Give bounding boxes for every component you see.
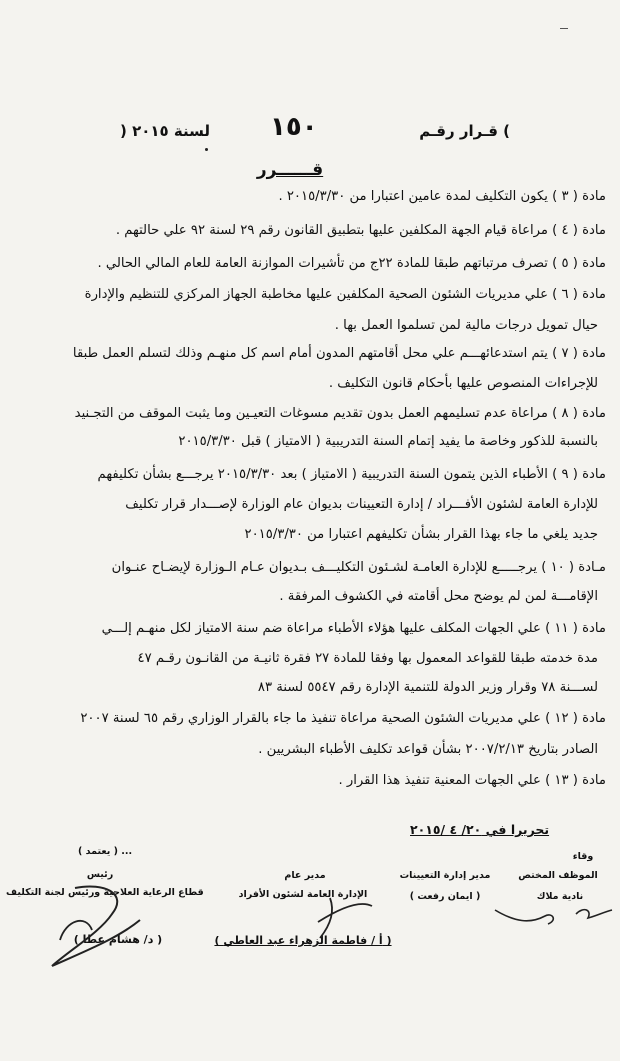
article-label: مـادة ( ١٠ ): [541, 560, 606, 575]
appointments-manager-title: مدير إدارة التعيينات: [399, 870, 491, 881]
director-title: مدير عام: [284, 870, 326, 881]
article-text: علي مديريات الشئون الصحية المكلفين عليها مخاطبة الجهاز المركزي للتنظيم والإدارة: [84, 287, 548, 302]
article-label: مادة ( ١٣ ): [545, 773, 606, 788]
article-label: مادة ( ٩ ): [552, 467, 606, 482]
article-8-line-2: بالنسبة للذكور وخاصة ما يفيد إتمام السنة التدريبية ( الامتياز ) قبل ٢٠١٥/٣/٣٠: [178, 434, 598, 449]
article-label: مادة ( ١٢ ): [545, 711, 606, 726]
issue-date: تحريرا في ٢٠/ ٤ /٢٠١٥: [410, 822, 550, 837]
appointments-manager-name: ( ايمان رفعت ): [409, 891, 481, 902]
article-text: تصرف مرتباتهم طبقا للمادة ٢٢ج من تأشيرات الموازنة العامة للعام المالي الحالي .: [97, 256, 548, 271]
article-label: مادة ( ٤ ): [552, 223, 606, 238]
article-10-line-2: الإقامـــة لمن لم يوضح محل أقامته في الكشوف المرفقة .: [279, 589, 598, 604]
head-department: قطاع الرعاية العلاجية ورئيس لجنة التكليف: [6, 887, 204, 898]
article-label: مادة ( ٦ ): [552, 287, 606, 302]
article-label: مادة ( ٨ ): [552, 406, 606, 421]
title-prefix: قـرار رقـم (: [419, 122, 510, 140]
clerk-title: الموظف المختص: [518, 870, 598, 881]
decision-number: ١٥٠: [270, 112, 318, 142]
article-text: علي مديريات الشئون الصحية مراعاة تنفيذ ما جاء بالقرار الوزاري رقم ٦٥ لسنة ٢٠٠٧: [80, 711, 541, 726]
article-11-line-3: لســـنة ٧٨ وقرار وزير الدولة للتنمية الإدارة رقم ٥٥٤٧ لسنة ٨٣: [257, 680, 598, 695]
article-text: مراعاة قيام الجهة المكلفين عليها بتطبيق القانون رقم ٢٩ لسنة ٩٢ علي حالتهم .: [115, 223, 548, 238]
article-text: علي الجهات المكلف عليها هؤلاء الأطباء مراعاة ضم سنة الامتياز لكل منهـم إلـــي: [101, 621, 541, 636]
article-11-line-2: مدة خدمته طبقا للقواعد المعمول بها وفقا للمادة ٢٧ فقرة ثانيـة من القانـون رقـم ٤٧: [137, 651, 598, 666]
article-4: [116, 222, 606, 240]
page-mark: [560, 28, 568, 29]
decision-subtitle: قــــــرر: [256, 160, 324, 180]
article-9: [98, 466, 606, 484]
dot-mark: [205, 148, 208, 151]
article-10: [112, 559, 606, 577]
article-8: [75, 405, 606, 423]
head-name: ( د/ هشام عطا ): [73, 933, 163, 946]
clerk-name: نادية ملاك: [536, 891, 584, 902]
head-title: رئيس: [86, 869, 114, 880]
article-label: مادة ( ٣ ): [552, 189, 606, 204]
approval-mark: ( يعتمد ) ...: [77, 846, 133, 857]
article-7-line-2: للإجراءات المنصوص عليها بأحكام قانون التكليف .: [328, 376, 598, 391]
article-label: مادة ( ٧ ): [552, 346, 606, 361]
article-label: مادة ( ٥ ): [552, 256, 606, 271]
director-department: الإدارة العامة لشئون الأفراد: [238, 889, 368, 900]
article-6-line-2: حيال تمويل درجات مالية لمن تسلموا العمل بها .: [334, 318, 598, 333]
article-6: [85, 286, 606, 304]
signature-ack: وقاء: [572, 851, 594, 862]
title-year: ) لسنة ٢٠١٥: [120, 122, 211, 140]
article-text: مراعاة عدم تسليمهم العمل بدون تقديم مسوغات التعيـين وما يثبت الموقف من التجـنيد: [74, 406, 548, 421]
article-13: [338, 772, 606, 790]
decision-title: [120, 112, 510, 142]
article-3: [278, 188, 606, 206]
article-text: يرجـــــع للإدارة العامـة لشـئون التكليـــف بـديوان عـام الـوزارة لإيضـاح عنـوان: [111, 560, 538, 575]
article-text: علي الجهات المعنية تنفيذ هذا القرار .: [338, 773, 541, 788]
article-12-line-2: الصادر بتاريخ ٢٠٠٧/٢/١٣ بشأن قواعد تكليف الأطباء البشريين .: [258, 742, 598, 757]
article-9-line-2: للإدارة العامة لشئون الأفـــراد / إدارة التعيينات بديوان عام الوزارة لإصـــدار قرار تكليف: [125, 497, 598, 512]
handwritten-signatures: [0, 880, 620, 990]
article-11: [102, 620, 606, 638]
article-text: يتم استدعائهـــم علي محل أقامتهم المدون أمام اسم كل منهـم وذلك لتسلم العمل طبقا: [72, 346, 548, 361]
article-9-line-3: جديد يلغي ما جاء بهذا القرار بشأن تكليفهم اعتبارا من ٢٠١٥/٣/٣٠: [244, 527, 598, 542]
article-text: الأطباء الذين يتمون السنة التدريبية ( الامتياز ) بعد ٢٠١٥/٣/٣٠ يرجـــع بشأن تكليفهم: [97, 467, 548, 482]
article-7: [73, 345, 606, 363]
article-text: يكون التكليف لمدة عامين اعتبارا من ٢٠١٥/٣/٣٠ .: [278, 189, 548, 204]
article-label: مادة ( ١١ ): [545, 621, 606, 636]
article-5: [97, 255, 606, 273]
article-12: [80, 710, 606, 728]
director-name: ( أ / فاطمة الزهراء عبد العاطي ): [214, 934, 392, 947]
